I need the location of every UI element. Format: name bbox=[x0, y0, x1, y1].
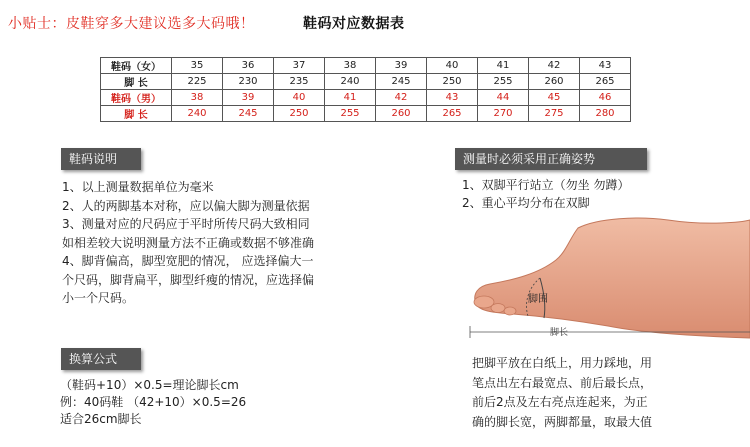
table-cell: 37 bbox=[274, 58, 325, 74]
table-cell: 235 bbox=[274, 74, 325, 90]
size-notes-list bbox=[62, 178, 314, 308]
toe-shape bbox=[474, 296, 494, 308]
table-cell: 255 bbox=[325, 106, 376, 122]
table-cell: 41 bbox=[478, 58, 529, 74]
foot-shape bbox=[475, 218, 750, 338]
table-cell: 40 bbox=[274, 90, 325, 106]
table-cell: 265 bbox=[580, 74, 631, 90]
foot-circumference-label: 脚围 bbox=[528, 294, 548, 305]
note-line: 1、以上测量数据单位为毫米 bbox=[62, 180, 214, 194]
men-size-row bbox=[101, 90, 631, 106]
table-cell: 260 bbox=[529, 74, 580, 90]
toe-shape bbox=[504, 307, 516, 315]
women-foot-label: 脚 长 bbox=[101, 74, 172, 90]
foot-measure-illustration bbox=[458, 208, 750, 350]
table-cell: 39 bbox=[376, 58, 427, 74]
note-line: 小一个尺码。 bbox=[62, 291, 135, 305]
posture-line: 1、双脚平行站立（勿坐 勿蹲） bbox=[462, 178, 630, 192]
table-cell: 39 bbox=[223, 90, 274, 106]
measure-line: 把脚平放在白纸上，用力踩地，用 bbox=[472, 356, 653, 370]
table-cell: 240 bbox=[325, 74, 376, 90]
note-line: 如相差较大说明测量方法不正确或数据不够准确 bbox=[62, 235, 315, 250]
women-foot-row bbox=[101, 74, 631, 90]
table-cell: 245 bbox=[376, 74, 427, 90]
size-table bbox=[100, 57, 631, 122]
posture-list bbox=[462, 176, 629, 212]
table-cell: 270 bbox=[478, 106, 529, 122]
table-cell: 260 bbox=[376, 106, 427, 122]
table-cell: 43 bbox=[427, 90, 478, 106]
table-cell: 42 bbox=[529, 58, 580, 74]
conversion-heading: 换算公式 bbox=[61, 348, 141, 370]
foot-length-label: 脚长 bbox=[550, 328, 569, 338]
table-cell: 40 bbox=[427, 58, 478, 74]
table-cell: 240 bbox=[172, 106, 223, 122]
table-cell: 230 bbox=[223, 74, 274, 90]
table-cell: 38 bbox=[325, 58, 376, 74]
posture-heading: 测量时必须采用正确姿势 bbox=[455, 148, 647, 170]
table-cell: 225 bbox=[172, 74, 223, 90]
measure-method-text bbox=[472, 354, 652, 432]
note-line: 4、脚背偏高，脚型宽肥的情况， 应选择偏大一 bbox=[62, 254, 314, 268]
table-cell: 41 bbox=[325, 90, 376, 106]
table-cell: 44 bbox=[478, 90, 529, 106]
table-cell: 38 bbox=[172, 90, 223, 106]
table-cell: 280 bbox=[580, 106, 631, 122]
note-line: 2、人的两脚基本对称，应以偏大脚为测量依据 bbox=[62, 198, 310, 213]
women-size-label: 鞋码（女） bbox=[101, 58, 172, 74]
table-cell: 250 bbox=[274, 106, 325, 122]
men-size-label: 鞋码（男） bbox=[101, 90, 172, 106]
table-cell: 275 bbox=[529, 106, 580, 122]
table-title: 鞋码对应数据表 bbox=[303, 16, 405, 32]
table-cell: 42 bbox=[376, 90, 427, 106]
note-line: 个尺码，脚背扁平，脚型纤瘦的情况，应选择偏 bbox=[62, 272, 315, 287]
men-foot-label: 脚 长 bbox=[101, 106, 172, 122]
women-size-row bbox=[101, 58, 631, 74]
formula-line: 例：40码鞋 （42+10）×0.5=26 bbox=[60, 395, 247, 409]
measure-line: 确的脚长宽，两脚都量，取最大值 bbox=[472, 414, 653, 429]
posture-line: 2、重心平均分布在双脚 bbox=[462, 196, 590, 210]
formula-line: 适合26cm脚长 bbox=[60, 412, 142, 426]
table-cell: 45 bbox=[529, 90, 580, 106]
note-line: 3、测量对应的尺码应于平时所传尺码大致相同 bbox=[62, 217, 310, 231]
men-foot-row bbox=[101, 106, 631, 122]
conversion-formula bbox=[60, 377, 246, 428]
table-cell: 250 bbox=[427, 74, 478, 90]
formula-line: （鞋码+10）×0.5=理论脚长cm bbox=[60, 378, 239, 392]
tip-text: 小贴士：皮鞋穿多大建议选多大码哦！ bbox=[8, 16, 255, 32]
size-notes-heading: 鞋码说明 bbox=[61, 148, 141, 170]
table-cell: 35 bbox=[172, 58, 223, 74]
table-cell: 46 bbox=[580, 90, 631, 106]
measure-line: 笔点出左右最宽点、前后最长点， bbox=[472, 375, 653, 390]
table-cell: 255 bbox=[478, 74, 529, 90]
measure-line: 前后2点及左右亮点连起来，为正 bbox=[472, 395, 648, 409]
table-cell: 43 bbox=[580, 58, 631, 74]
table-cell: 245 bbox=[223, 106, 274, 122]
table-cell: 36 bbox=[223, 58, 274, 74]
table-cell: 265 bbox=[427, 106, 478, 122]
toe-shape bbox=[491, 304, 505, 313]
